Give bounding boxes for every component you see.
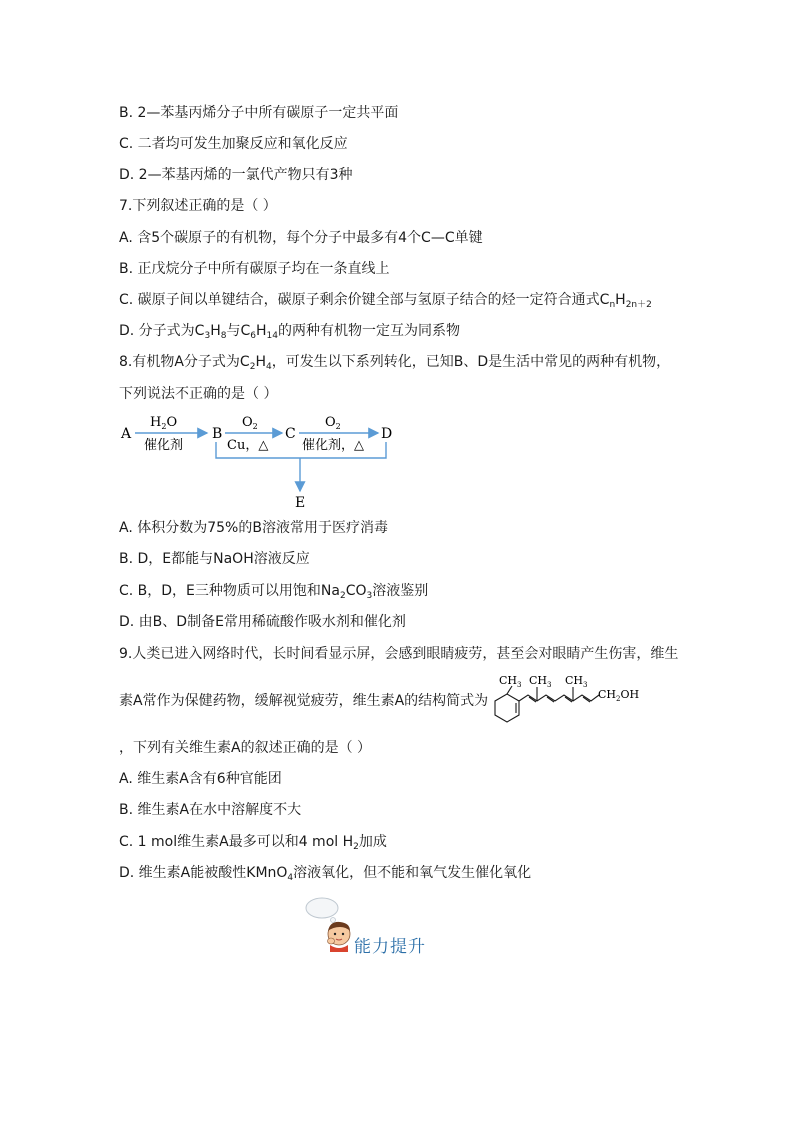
q9-stem-line3: ，下列有关维生素A的叙述正确的是（ ）: [119, 740, 372, 756]
q7d-sub-4: 14: [266, 331, 278, 341]
q7c-text: C. 碳原子间以单键结合，碳原子剩余价键全部与氢原子结合的烃一定符合通式C: [119, 292, 610, 308]
cyclohexene-ring: [495, 694, 519, 722]
q7c-sub-n: n: [609, 300, 616, 310]
q7d-text-3: 的两种有机物一定互为同系物: [277, 323, 460, 339]
q9-option-b: B. 维生素A在水中溶解度不大: [119, 802, 302, 818]
q9-option-d: [119, 864, 531, 884]
ch3-chain-2: $CH_3$: [565, 674, 588, 689]
q9-stem-line2: 素A常作为保健药物，缓解视觉疲劳，维生素A的结构简式为: [119, 693, 489, 709]
q8-text-1: 8.有机物A分子式为C: [119, 354, 250, 370]
q7d-h-2: H: [255, 323, 267, 339]
q7c-h: H: [615, 292, 626, 308]
q7d-sub-1: 3: [204, 331, 211, 341]
q7d-h-1: H: [210, 323, 221, 339]
q7-option-a: A. 含5个碳原子的有机物，每个分子中最多有4个C—C单键: [119, 230, 483, 246]
q9-stem-line1: 9.人类已进入网络时代，长时间看显示屏，会感到眼睛疲劳，甚至会对眼睛产生伤害，维生: [119, 646, 679, 662]
q9d-text-2: 溶液氧化，但不能和氧气发生催化氧化: [293, 865, 532, 881]
q9d-text-1: D. 维生素A能被酸性KMnO: [119, 865, 288, 881]
q6-option-b: B. 2—苯基丙烯分子中所有碳原子一定共平面: [119, 105, 399, 121]
q8-option-b: B. D，E都能与NaOH溶液反应: [119, 551, 310, 567]
q8c-text-2: CO: [345, 583, 367, 599]
q8-h: H: [255, 354, 266, 370]
r3-condition: 催化剂，△: [302, 438, 364, 453]
section-badge-label: 能力提升: [354, 937, 426, 957]
compound-e: E: [295, 495, 306, 511]
q8c-text-3: 溶液鉴别: [372, 583, 429, 599]
q7-stem: 7.下列叙述正确的是（ ）: [119, 198, 277, 214]
vitamin-a-structure: [485, 672, 640, 724]
r2-condition: Cu，△: [227, 438, 269, 453]
q9c-sub: 2: [353, 842, 359, 852]
q6-option-c: C. 二者均可发生加聚反应和氧化反应: [119, 136, 348, 152]
q6-option-d: D. 2—苯基丙烯的一氯代产物只有3种: [119, 167, 353, 183]
q9c-text-1: C. 1 mol维生素A最多可以和4 mol H: [119, 834, 354, 850]
r1-reagent: $H_2O$: [150, 415, 178, 431]
q9d-sub: 4: [287, 873, 294, 883]
q8-stem-line1: [119, 353, 670, 373]
compound-a: A: [121, 426, 132, 442]
ch2oh-group: $CH_2OH$: [598, 688, 640, 703]
q7c-sub-2n2: 2n＋2: [625, 300, 652, 310]
q7-option-d: [119, 322, 460, 342]
q8-sub-1: 2: [249, 362, 256, 372]
q7d-text-2: 与C: [226, 323, 251, 339]
compound-b: B: [212, 426, 223, 442]
ch3-chain-1: $CH_3$: [529, 674, 552, 689]
q8-sub-2: 4: [265, 362, 272, 372]
compound-c: C: [285, 426, 296, 442]
reaction-scheme: [115, 410, 405, 512]
q8-stem-line2: 下列说法不正确的是（ ）: [119, 386, 278, 402]
q9-option-c: [119, 833, 387, 853]
q7-option-b: B. 正戊烷分子中所有碳原子均在一条直线上: [119, 261, 390, 277]
q7-option-c: [119, 291, 652, 311]
q9-option-a: A. 维生素A含有6种官能团: [119, 771, 282, 787]
q8c-sub-2: 3: [366, 591, 373, 601]
q8-text-2: ，可发生以下系列转化，已知B、D是生活中常见的两种有机物，: [271, 354, 671, 370]
q7d-sub-2: 8: [220, 331, 227, 341]
q7d-text-1: D. 分子式为C: [119, 323, 205, 339]
q8-option-a: A. 体积分数为75%的B溶液常用于医疗消毒: [119, 520, 388, 536]
q9c-text-2: 加成: [358, 834, 387, 850]
q7d-sub-3: 6: [250, 331, 256, 341]
q8-option-d: D. 由B、D制备E常用稀硫酸作吸水剂和催化剂: [119, 614, 406, 630]
q8-option-c: [119, 582, 428, 602]
r1-condition: 催化剂: [144, 438, 184, 453]
q8c-text-1: C. B，D，E三种物质可以用饱和Na: [119, 583, 340, 599]
ch3-ring: $CH_3$: [499, 674, 522, 689]
r3-reagent: $O_2$: [325, 415, 341, 431]
r2-reagent: $O_2$: [242, 415, 258, 431]
compound-d: D: [381, 426, 393, 442]
q8c-sub-1: 2: [339, 591, 346, 601]
thinking-boy-icon: [302, 896, 356, 952]
